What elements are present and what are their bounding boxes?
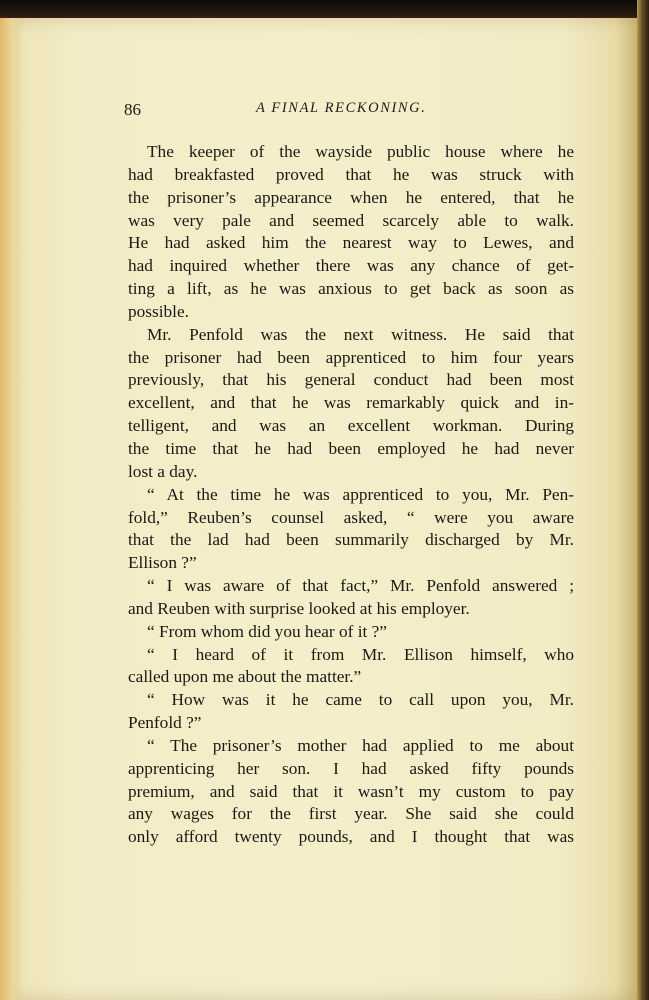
text-line: “ The prisoner’s mother had applied to me about bbox=[147, 735, 574, 755]
text-line: any wages for the first year. She said she could bbox=[128, 804, 574, 824]
book-spine-edge bbox=[637, 0, 649, 1000]
text-line: fold,” Reuben’s counsel asked, “ were you aware bbox=[128, 507, 574, 527]
text-line: Penfold ?” bbox=[128, 713, 202, 733]
text-line: excellent, and that he was remarkably quick and in- bbox=[128, 393, 574, 413]
text-line: the prisoner had been apprenticed to him four years bbox=[128, 347, 574, 367]
text-line: telligent, and was an excellent workman. During bbox=[128, 416, 574, 436]
text-line: that the lad had been summarily discharged by Mr. bbox=[128, 530, 574, 550]
text-line: the prisoner’s appearance when he entered, that he bbox=[128, 187, 574, 207]
page-number: 86 bbox=[124, 100, 141, 119]
text-line: and Reuben with surprise looked at his employer. bbox=[128, 598, 470, 618]
page-gutter-shadow bbox=[0, 18, 22, 1000]
text-line: apprenticing her son. I had asked fifty pounds bbox=[128, 758, 574, 778]
text-line: “ I heard of it from Mr. Ellison himself, who bbox=[147, 644, 574, 664]
text-line: possible. bbox=[128, 301, 189, 321]
text-line: He had asked him the nearest way to Lewes, and bbox=[128, 233, 574, 253]
text-line: had inquired whether there was any chance of get- bbox=[128, 256, 574, 276]
text-line: the time that he had been employed he had never bbox=[128, 438, 574, 458]
running-title: A FINAL RECKONING. bbox=[256, 100, 427, 116]
text-line: ting a lift, as he was anxious to get back as soon as bbox=[128, 279, 574, 299]
text-line: “ At the time he was apprenticed to you, Mr. Pen- bbox=[147, 484, 574, 504]
text-line: Ellison ?” bbox=[128, 553, 197, 573]
text-line: had breakfasted proved that he was struck with bbox=[128, 164, 574, 184]
page-header bbox=[124, 100, 574, 122]
text-line: lost a day. bbox=[128, 461, 198, 481]
text-line: Mr. Penfold was the next witness. He said that bbox=[147, 324, 574, 344]
text-line: “ I was aware of that fact,” Mr. Penfold answered ; bbox=[147, 576, 574, 596]
text-line: called upon me about the matter.” bbox=[128, 667, 362, 687]
text-line: “ From whom did you hear of it ?” bbox=[147, 621, 387, 641]
text-line: was very pale and seemed scarcely able to walk. bbox=[128, 210, 574, 230]
text-line: only afford twenty pounds, and I thought that was bbox=[128, 827, 574, 847]
text-line: premium, and said that it wasn’t my custom to pay bbox=[128, 781, 574, 801]
text-line: “ How was it he came to call upon you, Mr. bbox=[147, 690, 574, 710]
text-line: The keeper of the wayside public house where he bbox=[147, 142, 574, 161]
text-line: previously, that his general conduct had been most bbox=[128, 370, 574, 390]
body-text bbox=[128, 141, 574, 849]
